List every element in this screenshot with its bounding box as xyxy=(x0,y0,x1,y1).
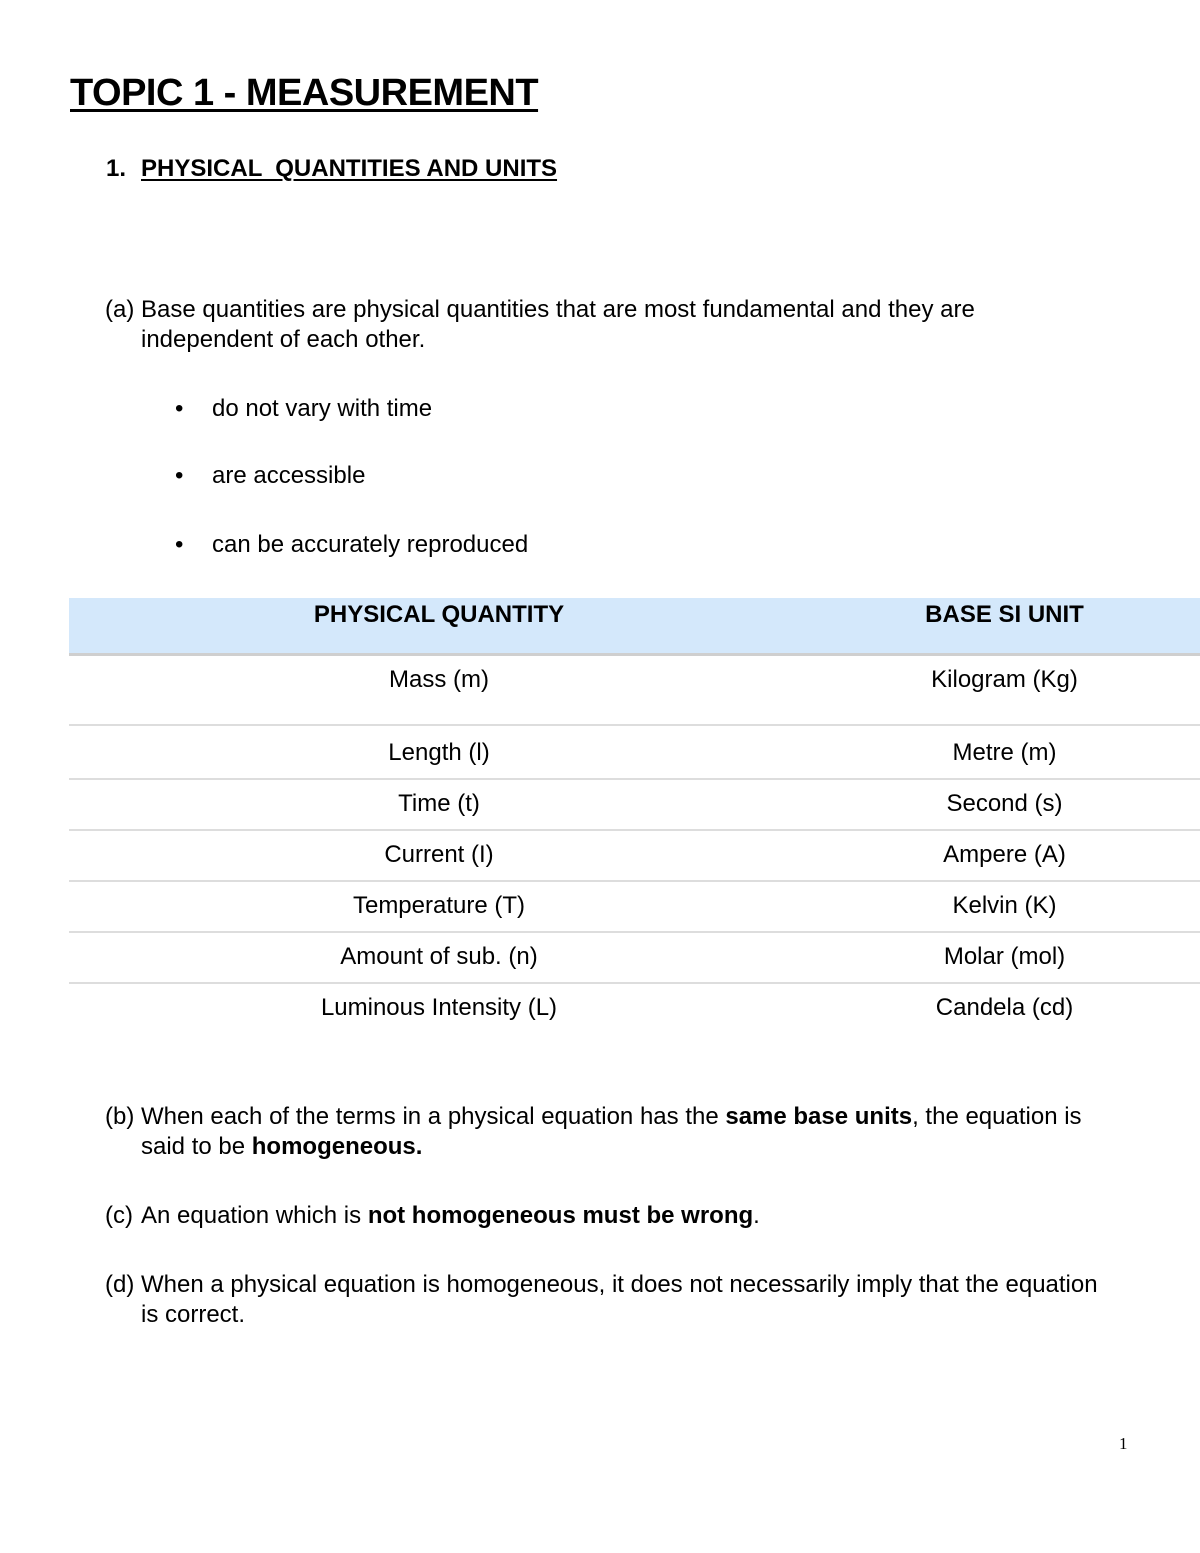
table-cell-quantity: Amount of sub. (n) xyxy=(69,932,809,983)
table-cell-quantity: Length (l) xyxy=(69,725,809,779)
paragraph-c-marker: (c) xyxy=(105,1202,133,1229)
paragraph-b xyxy=(105,1102,1105,1162)
table-cell-quantity: Current (I) xyxy=(69,830,809,881)
table-cell-unit: Ampere (A) xyxy=(809,830,1200,881)
text-run: . xyxy=(753,1202,760,1229)
table-row xyxy=(69,932,1200,983)
table-row xyxy=(69,725,1200,779)
paragraph-c-text xyxy=(105,1201,1105,1231)
text-run: When each of the terms in a physical equation has the xyxy=(141,1103,726,1130)
base-units-table xyxy=(69,598,1200,1034)
text-run: An equation which is xyxy=(141,1202,368,1229)
paragraph-a xyxy=(105,295,1105,355)
paragraph-a-text: Base quantities are physical quantities that are most fundamental and they are independent of each other. xyxy=(141,296,975,353)
table-cell-quantity: Luminous Intensity (L) xyxy=(69,983,809,1034)
table-cell-unit: Second (s) xyxy=(809,779,1200,830)
page-title: TOPIC 1 - MEASUREMENT xyxy=(70,72,539,114)
section-title: PHYSICAL QUANTITIES AND UNITS xyxy=(141,155,558,182)
paragraph-d xyxy=(105,1270,1105,1330)
bullet-item xyxy=(175,394,432,424)
bold-text-run: same base units xyxy=(725,1103,913,1130)
header-physical-quantity: PHYSICAL QUANTITY xyxy=(313,601,565,628)
table-cell-quantity: Time (t) xyxy=(69,779,809,830)
bullet-item xyxy=(175,530,528,560)
bullet-text: are accessible xyxy=(212,462,366,489)
paragraph-c xyxy=(105,1201,1105,1231)
table-header-row xyxy=(69,598,1200,654)
bullet-icon: • xyxy=(175,462,184,489)
text-run: , the equation is said to be xyxy=(141,1103,1082,1160)
paragraph-b-marker: (b) xyxy=(105,1103,135,1130)
table-row xyxy=(69,983,1200,1034)
table-row xyxy=(69,881,1200,932)
bullet-icon: • xyxy=(175,531,184,558)
table-cell-unit: Molar (mol) xyxy=(809,932,1200,983)
bullet-icon: • xyxy=(175,395,184,422)
paragraph-d-marker: (d) xyxy=(105,1271,135,1298)
bold-text-run: homogeneous. xyxy=(251,1133,423,1160)
table-cell-unit: Metre (m) xyxy=(809,725,1200,779)
bullet-item xyxy=(175,461,365,491)
header-base-si-unit: BASE SI UNIT xyxy=(925,601,1084,628)
table-row xyxy=(69,830,1200,881)
paragraph-a-marker: (a) xyxy=(105,296,135,323)
paragraph-d-text: When a physical equation is homogeneous, it does not necessarily imply that the equation is correct. xyxy=(141,1271,1098,1328)
bullet-text: can be accurately reproduced xyxy=(212,531,529,558)
section-heading xyxy=(106,155,557,183)
table-cell-quantity: Mass (m) xyxy=(69,654,809,725)
table-cell-unit: Candela (cd) xyxy=(809,983,1200,1034)
table-cell-unit: Kelvin (K) xyxy=(809,881,1200,932)
bullet-text: do not vary with time xyxy=(212,395,433,422)
paragraph-b-text xyxy=(105,1102,1105,1162)
bold-text-run: not homogeneous must be wrong xyxy=(367,1202,754,1229)
table-row xyxy=(69,654,1200,725)
table-cell-unit: Kilogram (Kg) xyxy=(809,654,1200,725)
table-cell-quantity: Temperature (T) xyxy=(69,881,809,932)
table-row xyxy=(69,779,1200,830)
page-number: 1 xyxy=(1119,1434,1128,1453)
section-number: 1. xyxy=(106,155,127,182)
